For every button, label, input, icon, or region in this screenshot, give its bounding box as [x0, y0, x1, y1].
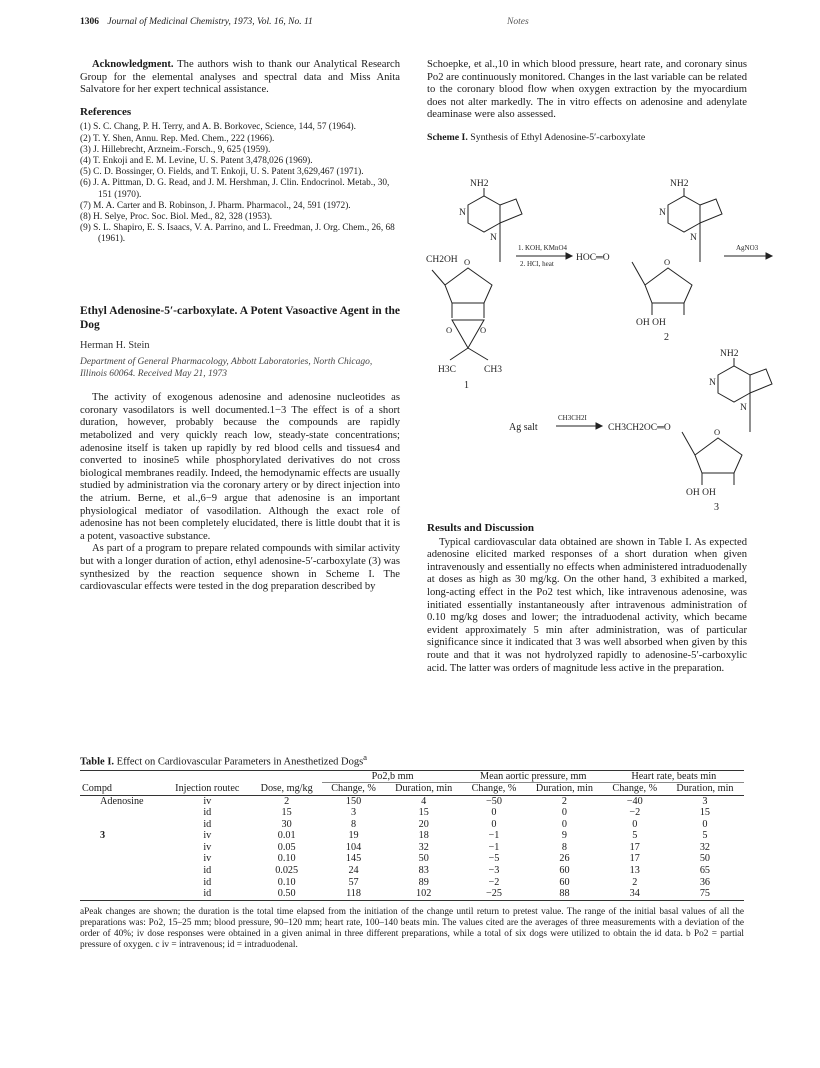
- n-label-1a: N: [459, 208, 466, 218]
- table-cell: [80, 853, 164, 865]
- table-cell: 75: [666, 888, 744, 900]
- table-cell: 0: [702, 818, 708, 830]
- table-cell: 3: [351, 807, 357, 819]
- column-header: Change, %: [322, 783, 384, 796]
- po2-group-header: Po2,b mm: [322, 770, 462, 783]
- reference-item: (5) C. D. Bossinger, O. Fields, and T. Enkoji, U. S. Patent 3,629,467 (1971).: [80, 167, 364, 178]
- compound-3-label: 3: [714, 502, 719, 513]
- column-header: Compd: [80, 783, 164, 796]
- ring-o-label-1: O: [464, 257, 471, 267]
- table-cell: −50: [486, 795, 502, 807]
- table-row: [80, 865, 744, 877]
- table-row: [80, 807, 744, 819]
- left-column: [80, 59, 400, 594]
- step-1-reagents: 1. KOH, KMnO4: [518, 244, 567, 252]
- table-cell: 19: [348, 830, 359, 842]
- o-label-1a: O: [446, 325, 453, 335]
- nh2-label-2: NH2: [670, 179, 689, 189]
- references-heading: References: [80, 105, 132, 118]
- table-cell: iv: [203, 830, 212, 842]
- table-cell: 5: [702, 830, 708, 842]
- table-row: [80, 853, 744, 865]
- ring-o-label-3: O: [714, 427, 721, 437]
- table-cell: 24: [348, 865, 359, 877]
- table-cell: 0.10: [277, 876, 296, 888]
- table-cell: 9: [561, 830, 567, 842]
- table-cell: −1: [488, 841, 500, 853]
- table-body: [80, 795, 744, 900]
- table-cell: 50: [699, 853, 711, 865]
- column-header: Duration, min: [666, 783, 744, 796]
- results-section: [427, 522, 747, 675]
- table-row: [80, 888, 744, 900]
- table-row: [80, 842, 744, 854]
- agno3-reagent: AgNO3: [736, 244, 759, 252]
- compound-2-label: 2: [664, 332, 669, 343]
- table-cell: 15: [418, 807, 429, 819]
- reference-item: (8) H. Selye, Proc. Soc. Biol. Med., 82, 328 (1953).: [80, 212, 273, 222]
- column-header: Duration, min: [525, 783, 603, 796]
- ch3-label: CH3: [484, 365, 502, 375]
- table-cell: 102: [385, 888, 463, 900]
- table-cell: iv: [203, 853, 212, 865]
- table-cell: 104: [345, 841, 362, 853]
- page-number: 1306: [80, 17, 99, 27]
- table-row: [80, 819, 744, 831]
- table-cell: 0: [491, 818, 497, 830]
- table-cell: 60: [559, 865, 570, 877]
- table-cell: 34: [604, 888, 666, 900]
- cardiovascular-table: [80, 770, 744, 901]
- results-heading: Results and Discussion: [427, 522, 534, 534]
- table-cell: id: [203, 876, 212, 888]
- table-cell: id: [203, 818, 212, 830]
- table-cell: 5: [632, 830, 638, 842]
- table-cell: 0: [561, 807, 567, 819]
- table-cell: 145: [345, 853, 362, 865]
- table-cell: 83: [418, 865, 429, 877]
- table-cell: iv: [203, 841, 212, 853]
- table-cell: [80, 807, 164, 819]
- table-cell: 0.025: [275, 865, 299, 877]
- table-cell: Adenosine: [100, 795, 144, 807]
- author: Herman H. Stein: [80, 339, 150, 351]
- table-cell: [80, 842, 164, 854]
- n-label-3b: N: [740, 403, 747, 413]
- table-cell: 118: [322, 888, 384, 900]
- table-cell: 60: [559, 876, 570, 888]
- table-cell: 0: [632, 818, 638, 830]
- table-cell: 0.50: [251, 888, 323, 900]
- table-cell: 0: [561, 818, 567, 830]
- table-cell: 32: [418, 841, 429, 853]
- table-cell: 32: [699, 841, 711, 853]
- table-cell: 89: [418, 876, 429, 888]
- table-cell: −2: [629, 807, 641, 819]
- table-cell: 36: [699, 876, 711, 888]
- table-cell: id: [164, 888, 251, 900]
- hr-group-header: Heart rate, beats min: [604, 770, 744, 783]
- table-cell: 18: [418, 830, 429, 842]
- table-cell: 2: [284, 795, 290, 807]
- column-header: Change, %: [604, 783, 666, 796]
- table-cell: id: [203, 865, 212, 877]
- reference-item: (6) J. A. Pittman, D. G. Read, and J. M. Hershman, J. Clin. Endocrinol. Metab., 30, 151 (1970).: [80, 178, 390, 200]
- table-cell: 4: [421, 795, 427, 807]
- table-row: [80, 830, 744, 842]
- o-label-1b: O: [480, 325, 487, 335]
- table-cell: 17: [629, 841, 640, 853]
- ch2oh-label: CH2OH: [426, 255, 458, 265]
- nh2-label-3: NH2: [720, 349, 739, 359]
- table-cell: 0.10: [277, 853, 296, 865]
- column-header: Change, %: [463, 783, 525, 796]
- column-header: Duration, min: [385, 783, 463, 796]
- table-row: [80, 877, 744, 889]
- scheme-title: [427, 132, 747, 145]
- step-2-reagents: 2. HCl, heat: [520, 260, 554, 268]
- ester-label: CH3CH2OC═O: [608, 423, 671, 433]
- scheme-caption: Synthesis of Ethyl Adenosine-5′-carboxylate: [470, 131, 646, 143]
- compound-1-label: 1: [464, 380, 469, 391]
- h3c-label: H3C: [438, 365, 456, 375]
- table-cell: 13: [629, 865, 640, 877]
- reference-item: (1) S. C. Chang, P. H. Terry, and A. B. Borkovec, Science, 144, 57 (1964).: [80, 122, 356, 133]
- table-cell: iv: [203, 795, 212, 807]
- ag-salt-label: Ag salt: [509, 422, 538, 433]
- table-footnote: aPeak changes are shown; the duration is the total time elapsed from the initiation of the change until return to pretest value. The range of the initial basal values of all the preparations was: Po2, 15–25 mm; blood pressure, 90–120 mm; heart rate, 100–140 beats min. The values cited are the averages of three measurements with a deviation of the order of 40%; iv dose responses were obtained in a given animal in three different preparations, while a total of six dogs were utilized to obtain the id data. b Po2 = partial pressure of oxygen. c iv = intravenous; id = intraduodenal.: [80, 906, 744, 950]
- table-1: [80, 752, 744, 951]
- section-label: Notes: [507, 17, 529, 27]
- table-cell: [80, 865, 164, 877]
- table-cell: 30: [281, 818, 292, 830]
- table-cell: 57: [348, 876, 359, 888]
- diol-label-3: OH OH: [686, 488, 716, 498]
- table-cell: −3: [488, 865, 500, 877]
- table-caption: Effect on Cardiovascular Parameters in Anesthetized Dogs: [116, 756, 364, 768]
- diol-label-2: OH OH: [636, 318, 666, 328]
- reference-list: [80, 122, 400, 245]
- reference-item: (4) T. Enkoji and E. M. Levine, U. S. Patent 3,478,026 (1969).: [80, 155, 313, 166]
- table-cell: −40: [626, 795, 643, 807]
- table-cell: 0.05: [277, 841, 296, 853]
- table-cell: −1: [488, 830, 500, 842]
- ethyl-iodide-reagent: CH3CH2I: [558, 414, 587, 422]
- table-cell: 0: [491, 807, 497, 819]
- n-label-2a: N: [659, 208, 666, 218]
- acknowledgment: [80, 59, 400, 97]
- table-cell: 88: [525, 888, 603, 900]
- ring-o-label-2: O: [664, 257, 671, 267]
- methods-paragraph: Schoepke, et al.,10 in which blood pressure, heart rate, and coronary sinus Po2 are continuously monitored. Changes in the last variable can be related to the coronary blood flow when oxygen extraction by the myocardium does not alter markedly. The in vitro effects on adenosine and adenylate deaminase were also assessed.: [427, 59, 747, 121]
- reference-item: (3) J. Hillebrecht, Arzneim.-Forsch., 9, 625 (1959).: [80, 144, 271, 155]
- table-cell: 50: [418, 853, 429, 865]
- table-cell: 2: [632, 876, 638, 888]
- map-group-header: Mean aortic pressure, mm: [463, 770, 604, 783]
- table-cell: −5: [488, 853, 500, 865]
- table-footnote-marker: a: [363, 752, 368, 762]
- table-cell: id: [203, 807, 212, 819]
- journal-citation: Journal of Medicinal Chemistry, 1973, Vol. 16, No. 11: [107, 17, 313, 27]
- column-header: Dose, mg/kg: [251, 783, 323, 796]
- table-row: [80, 795, 744, 807]
- acknowledgment-heading: Acknowledgment.: [92, 59, 174, 70]
- results-text: Typical cardiovascular data obtained are shown in Table I. As expected adenosine elicited marked responses of a short duration when given intravenously and essentially no effects when administered intraduodenally at doses as high as 30 mg/kg. On the other hand, 3 exhibited a marked, long-acting effect in the Po2 test which, like intravenous adenosine, was initiated essentially instantaneously after intravenous administration of 0.10 mg/kg doses and lower; the intraduodenal activity, which became evident approximately 5 min after administration, was of particular significance since it indicated that 3 was well absorbed when given by this route and that it was not hydrolyzed rapidly to adenosine-5′-carboxylic acid. The latter was orders of magnitude less active in the preparation.: [427, 536, 747, 674]
- table-cell: 3: [702, 795, 708, 807]
- reference-item: (9) S. L. Shapiro, E. S. Isaacs, V. A. Parrino, and L. Freedman, J. Org. Chem., 26, 68 (1961).: [80, 223, 395, 245]
- n-label-2b: N: [690, 233, 697, 243]
- table-cell: 17: [629, 853, 640, 865]
- table-cell: 65: [699, 865, 711, 877]
- table-cell: 15: [281, 807, 292, 819]
- table-cell: 2: [561, 795, 567, 807]
- table-label: Table I.: [80, 756, 115, 768]
- right-column: [427, 59, 747, 145]
- table-cell: 0.01: [277, 830, 296, 842]
- column-header: Injection routec: [164, 783, 251, 796]
- table-cell: 26: [559, 853, 570, 865]
- scheme-label: Scheme I.: [427, 131, 468, 143]
- program-paragraph: As part of a program to prepare related compounds with similar activity but with a longer duration of action, ethyl adenosine-5′-carboxylate (3) was synthesized by the reaction sequence shown in Scheme I. The cardiovascular effects were tested in the dog preparation described by: [80, 543, 400, 593]
- carboxyl-label: HOC═O: [576, 253, 610, 263]
- reference-item: (2) T. Y. Shen, Annu. Rep. Med. Chem., 222 (1966).: [80, 133, 275, 144]
- table-cell: 20: [418, 818, 429, 830]
- table-cell: −2: [488, 876, 500, 888]
- table-cell: 3: [100, 830, 106, 842]
- reference-item: (7) M. A. Carter and B. Robinson, J. Pharm. Pharmacol., 24, 591 (1972).: [80, 200, 351, 211]
- intro-paragraph: The activity of exogenous adenosine and adenosine nucleotides as coronary vasodilators is well documented.1−3 The effect is of a short duration, however, probably because the compounds are rapidly metabolized and very quickly reach low, steady-state concentrations; adenosine itself is taken up rapidly by red blood cells and tissues4 and converted to inosine5 while phosphorylated derivatives do not cross biological membranes readily. Indeed, the hemodynamic effects are usually studied by administration via the coronary artery or by direct injection into the atrium. Berne, et al.,6−9 argue that adenosine is an important physiological mediator of vasodilation. Although the exact role of adenosine has not been completely elucidated, there is little doubt that it is a potent, vasoactive substance.: [80, 392, 400, 542]
- article-title: Ethyl Adenosine-5′-carboxylate. A Potent Vasoactive Agent in the Dog: [80, 304, 400, 331]
- affiliation: Department of General Pharmacology, Abbott Laboratories, North Chicago, Illinois 60064. Received May 21, 1973: [80, 357, 373, 379]
- table-cell: 150: [345, 795, 362, 807]
- n-label-1b: N: [490, 233, 497, 243]
- table-cell: 8: [351, 818, 357, 830]
- table-title: [80, 752, 744, 768]
- references: [80, 106, 400, 246]
- nh2-label-1: NH2: [470, 179, 489, 189]
- running-header: [80, 17, 740, 27]
- table-cell: [80, 888, 164, 900]
- table-cell: −25: [463, 888, 525, 900]
- table-cell: [80, 877, 164, 889]
- column-header-row: [80, 783, 744, 796]
- table-cell: 8: [561, 841, 567, 853]
- n-label-3a: N: [709, 378, 716, 388]
- acknowledgment-text: The authors wish to thank our Analytical Research Group for the elemental analyses and spectral data and Miss Anita Salvatore for her expert technical assistance.: [80, 59, 400, 96]
- table-cell: [80, 819, 164, 831]
- table-cell: 15: [699, 807, 711, 819]
